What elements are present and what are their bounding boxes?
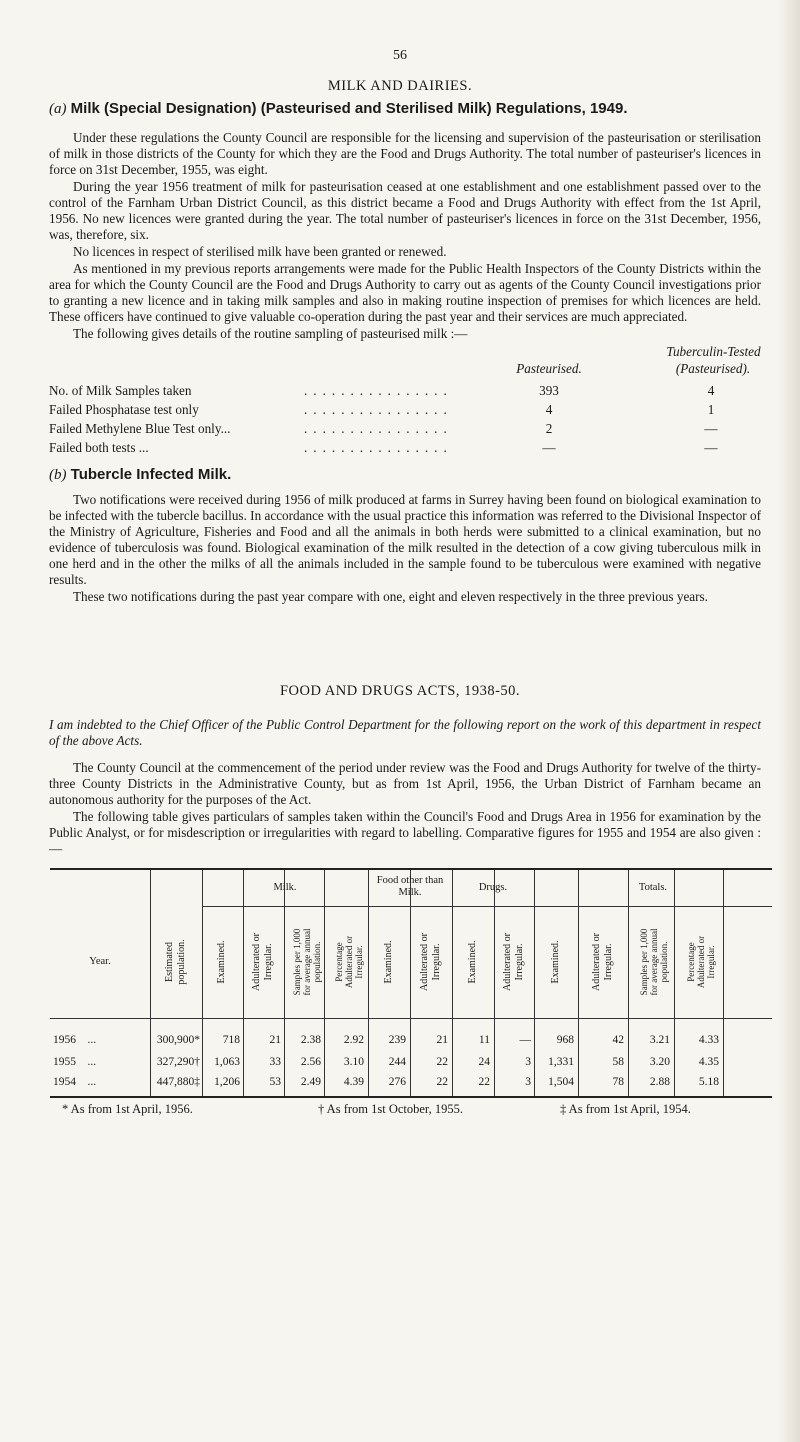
- cell-m-pct: 4.39: [343, 1076, 364, 1088]
- table-row: [49, 421, 761, 439]
- table-row: [49, 383, 761, 401]
- food-drugs-heading: FOOD AND DRUGS ACTS, 1938-50.: [279, 683, 521, 699]
- paragraph: As mentioned in my previous reports arrangements were made for the Public Health Inspectors of the County Districts within the area for which the County Council are the Food and Drugs Authority to carry out as agents of the County Council investigations prior to granting a new licence and in taking milk samples and also in making routine inspection of premises for which licences are held. These officers have continued to give valuable co-operation during the past year and their services are much appreciated.: [49, 261, 761, 324]
- cell-m-ex: 718: [222, 1034, 240, 1046]
- footnote: † As from 1st October, 1955.: [318, 1102, 463, 1116]
- col-food-examined: Examined.: [383, 940, 394, 984]
- cell-pop: 300,900*: [156, 1034, 200, 1046]
- cell-d-ad: 3: [525, 1076, 531, 1088]
- footnote: ‡ As from 1st April, 1954.: [560, 1102, 691, 1116]
- cell-d-ex: 24: [478, 1056, 490, 1068]
- paragraph: During the year 1956 treatment of milk for pasteurisation ceased at one establishment and one establishment passed over to the control of the Farnham Urban District Council, as this district became a Food and Drugs Authority with effect from the 1st April, 1956. No new licences were granted during the year. The total number of pasteuriser's licences in force on the 31st December, 1956, was, therefore, six.: [49, 179, 761, 242]
- cell-t-ex: 1,504: [548, 1076, 574, 1088]
- section-a-title: [49, 100, 759, 118]
- tt-value: —: [704, 421, 718, 436]
- cell-t-per: 3.20: [649, 1056, 670, 1068]
- cell-m-pct: 2.92: [343, 1034, 364, 1046]
- pasteurised-value: 4: [545, 402, 553, 417]
- cell-m-ex: 1,206: [214, 1076, 240, 1088]
- leader-dots: ................: [304, 421, 453, 436]
- col-tt-line2: (Pasteurised).: [675, 361, 751, 376]
- cell-t-pct: 5.18: [698, 1076, 719, 1088]
- col-milk-examined: Examined.: [216, 940, 227, 984]
- cell-t-ad: 78: [612, 1076, 624, 1088]
- paragraph: Two notifications were received during 1956 of milk produced at farms in Surrey having been found on biological examination to be infected with the tubercle bacillus. In accordance with the usual practice this information was referred to the Divisional Inspector of the Ministry of Agriculture, Fisheries and Food and all the animals in both herds were submitted to a clinical examination, but no evidence of tuberculosis was found. Biological examination of the milk resulted in the detection of a cow giving tuberculous milk in one herd and in the other the milks of all the animals included in the sample found to be tuberculous were examined with negative results.: [49, 492, 761, 587]
- tt-value: 4: [707, 383, 715, 398]
- col-totals-per1000: Samples per 1,000 for average annual population.: [639, 928, 669, 996]
- cell-m-pct: 3.10: [343, 1056, 364, 1068]
- cell-m-per: 2.49: [300, 1076, 321, 1088]
- cell-pop: 327,290†: [156, 1056, 200, 1068]
- row-label: Failed Phosphatase test only: [49, 402, 199, 417]
- pasteurised-value: 393: [539, 383, 559, 398]
- col-totals-adulterated: Adulterated or Irregular.: [591, 932, 614, 992]
- cell-d-ad: 3: [525, 1056, 531, 1068]
- samples-table: [50, 868, 772, 1098]
- col-year: Year.: [89, 956, 111, 967]
- group-header-milk: Milk.: [273, 882, 297, 893]
- cell-t-ex: 968: [556, 1034, 574, 1046]
- cell-d-ad: —: [519, 1034, 531, 1046]
- section-b-title: [49, 466, 759, 484]
- group-header-food: Food other than Milk.: [376, 875, 444, 898]
- milk-heading: MILK AND DAIRIES.: [327, 78, 473, 94]
- cell-f-ex: 244: [388, 1056, 406, 1068]
- cell-year: 1955 ...: [53, 1056, 97, 1068]
- cell-f-ad: 22: [436, 1056, 448, 1068]
- footnote: * As from 1st April, 1956.: [62, 1102, 193, 1116]
- leader-dots: ................: [304, 383, 453, 398]
- cell-m-ad: 33: [269, 1056, 281, 1068]
- leader-dots: ................: [304, 402, 453, 417]
- cell-f-ex: 276: [388, 1076, 406, 1088]
- cell-m-ex: 1,063: [214, 1056, 240, 1068]
- cell-d-ex: 22: [478, 1076, 490, 1088]
- col-population: Estimated population.: [164, 939, 187, 985]
- col-totals-percentage: Percentage Adulterated or Irregular.: [686, 935, 716, 989]
- cell-year: 1954 ...: [53, 1076, 97, 1088]
- paragraph: No licences in respect of sterilised milk have been granted or renewed.: [73, 244, 447, 259]
- col-milk-percentage: Percentage Adulterated or Irregular.: [334, 935, 364, 989]
- col-drugs-adulterated: Adulterated or Irregular.: [502, 932, 525, 992]
- cell-m-ad: 53: [269, 1076, 281, 1088]
- page-edge-shadow: [778, 0, 800, 1442]
- col-tt-line1: Tuberculin-Tested: [666, 344, 761, 359]
- col-food-adulterated: Adulterated or Irregular.: [419, 932, 442, 992]
- col-milk-per1000: Samples per 1,000 for average annual population.: [292, 928, 322, 996]
- col-totals-examined: Examined.: [550, 940, 561, 984]
- cell-d-ex: 11: [478, 1034, 490, 1046]
- cell-f-ad: 21: [436, 1034, 448, 1046]
- tt-value: —: [704, 440, 718, 455]
- col-drugs-examined: Examined.: [467, 940, 478, 984]
- table-row: [49, 440, 761, 458]
- col-pasteurised: Pasteurised.: [516, 361, 582, 376]
- cell-t-per: 2.88: [649, 1076, 670, 1088]
- cell-m-ad: 21: [269, 1034, 281, 1046]
- cell-t-pct: 4.35: [698, 1056, 719, 1068]
- row-label: Failed Methylene Blue Test only...: [49, 421, 231, 436]
- intro-paragraph: I am indebted to the Chief Officer of the Public Control Department for the following report on the work of this department in respect of the above Acts.: [49, 717, 761, 748]
- section-a-label: (a): [49, 101, 67, 117]
- leader-dots: ................: [304, 440, 453, 455]
- cell-f-ex: 239: [388, 1034, 406, 1046]
- table-row: [49, 402, 761, 420]
- pasteurised-value: 2: [545, 421, 553, 436]
- row-label: No. of Milk Samples taken: [49, 383, 192, 398]
- paragraph: The County Council at the commencement of the period under review was the Food and Drugs Authority for twelve of the thirty-three County Districts in the Administrative County, but as from 1st April, 1956, the Urban District of Farnham became an autonomous authority for the purposes of the Act.: [49, 760, 761, 807]
- cell-t-ex: 1,331: [548, 1056, 574, 1068]
- group-header-totals: Totals.: [638, 882, 668, 893]
- cell-year: 1956 ...: [53, 1034, 97, 1046]
- section-b-heading: Tubercle Infected Milk.: [70, 466, 232, 483]
- cell-m-per: 2.38: [300, 1034, 321, 1046]
- cell-t-per: 3.21: [649, 1034, 670, 1046]
- row-label: Failed both tests ...: [49, 440, 149, 455]
- page-number: 56: [393, 48, 407, 63]
- tt-value: 1: [707, 402, 715, 417]
- pasteurised-value: —: [542, 440, 556, 455]
- cell-t-pct: 4.33: [698, 1034, 719, 1046]
- group-header-drugs: Drugs.: [478, 882, 508, 893]
- paragraph: The following gives details of the routine sampling of pasteurised milk :—: [73, 326, 468, 341]
- col-milk-adulterated: Adulterated or Irregular.: [251, 932, 274, 992]
- cell-pop: 447,880‡: [156, 1076, 200, 1088]
- section-a-heading: Milk (Special Designation) (Pasteurised and Sterilised Milk) Regulations, 1949.: [70, 100, 628, 117]
- cell-f-ad: 22: [436, 1076, 448, 1088]
- paragraph: These two notifications during the past year compare with one, eight and eleven respectively in the three previous years.: [73, 589, 708, 604]
- cell-m-per: 2.56: [300, 1056, 321, 1068]
- paragraph: Under these regulations the County Council are responsible for the licensing and supervision of the pasteurisation or sterilisation of milk in those districts of the County for which they are the Food and Drugs Authority. The total number of pasteuriser's licences in force on 31st December, 1955, was eight.: [49, 130, 761, 177]
- cell-t-ad: 42: [612, 1034, 624, 1046]
- section-b-label: (b): [49, 467, 67, 483]
- paragraph: The following table gives particulars of samples taken within the Council's Food and Drugs Area in 1956 for examination by the Public Analyst, or for misdescription or irregularities with regard to labelling. Comparative figures for 1955 and 1954 are also given :—: [49, 809, 761, 856]
- cell-t-ad: 58: [612, 1056, 624, 1068]
